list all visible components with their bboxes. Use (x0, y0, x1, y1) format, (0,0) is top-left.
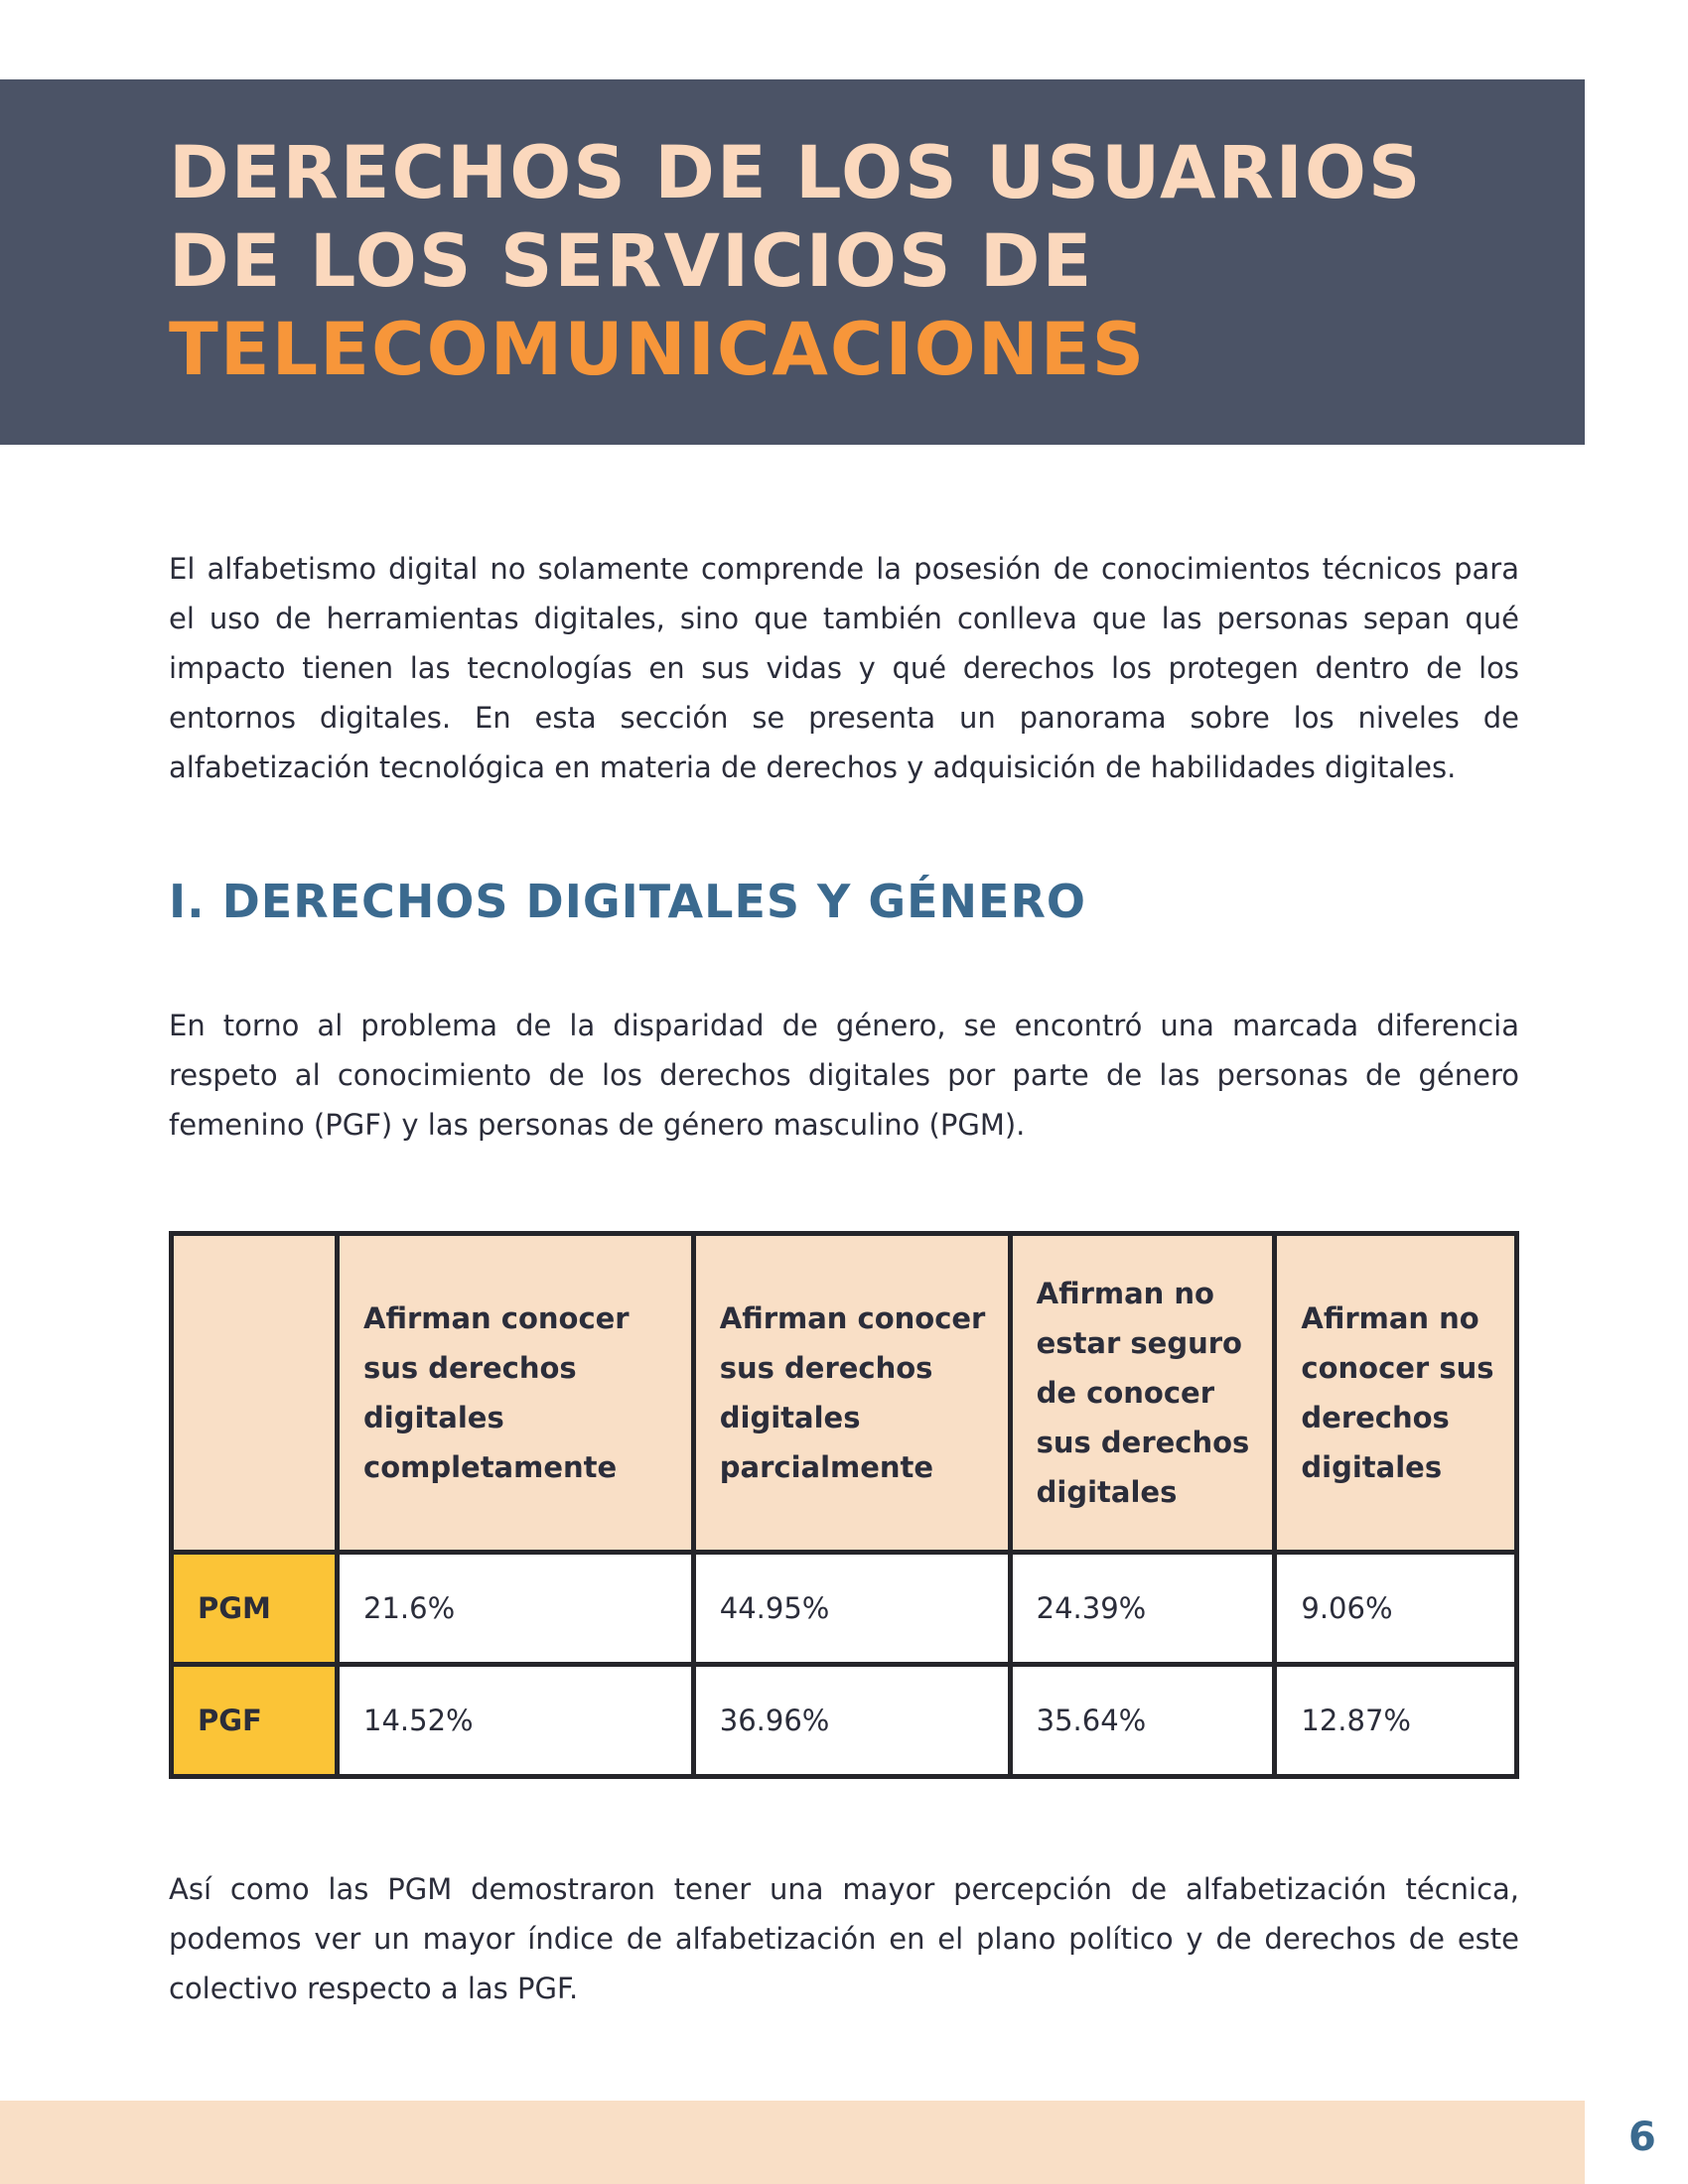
table-header-cell: Afirman conocer sus derechos digitales parcialmente (693, 1234, 1010, 1553)
table-header-row (172, 1234, 1517, 1553)
table-cell: 9.06% (1275, 1553, 1517, 1665)
section-paragraph: En torno al problema de la disparidad de género, se encontró una marcada diferencia respeto al conocimiento de los derechos digitales por parte de las personas de género femenino (PGF) y las personas de género masculino (PGM). (169, 1009, 1519, 1142)
footer-band (0, 2101, 1585, 2184)
table-cell: 36.96% (693, 1665, 1010, 1777)
intro-paragraph: El alfabetismo digital no solamente comprende la posesión de conocimientos técnicos para el uso de herramientas digitales, sino que también conlleva que las personas sepan qué impacto tienen las tecnologías en sus vidas y qué derechos los protegen dentro de los entornos digitales. En esta sección se presenta un panorama sobre los niveles de alfabetización tecnológica en materia de derechos y adquisición de habilidades digitales. (169, 552, 1519, 784)
table-row (172, 1553, 1517, 1665)
page-number: 6 (1628, 2115, 1656, 2160)
table-header-cell: Afirman no conocer sus derechos digitales (1275, 1234, 1517, 1553)
table-cell: 12.87% (1275, 1665, 1517, 1777)
row-label-pgm: PGM (172, 1553, 338, 1665)
table-cell: 14.52% (338, 1665, 694, 1777)
rights-by-gender-table (169, 1231, 1519, 1779)
page-title-line-3: TELECOMUNICACIONES (169, 308, 1147, 392)
table-row (172, 1665, 1517, 1777)
table-header-empty (172, 1234, 338, 1553)
table-cell: 35.64% (1010, 1665, 1275, 1777)
conclusion-paragraph: Así como las PGM demostraron tener una mayor percepción de alfabetización técnica, podemos ver un mayor índice de alfabetización en el plano político y de derechos de este colectivo respecto a las PGF. (169, 1872, 1519, 2005)
table-cell: 21.6% (338, 1553, 694, 1665)
page-title-line-2: DE LOS SERVICIOS DE (169, 219, 1094, 304)
row-label-pgf: PGF (172, 1665, 338, 1777)
page-title (169, 129, 1422, 394)
table-header-cell: Afirman no estar seguro de conocer sus derechos digitales (1010, 1234, 1275, 1553)
page-title-line-1: DERECHOS DE LOS USUARIOS (169, 131, 1423, 215)
table-cell: 44.95% (693, 1553, 1010, 1665)
table-header-cell: Afirman conocer sus derechos digitales completamente (338, 1234, 694, 1553)
table-cell: 24.39% (1010, 1553, 1275, 1665)
section-heading: I. DERECHOS DIGITALES Y GÉNERO (169, 875, 1086, 928)
